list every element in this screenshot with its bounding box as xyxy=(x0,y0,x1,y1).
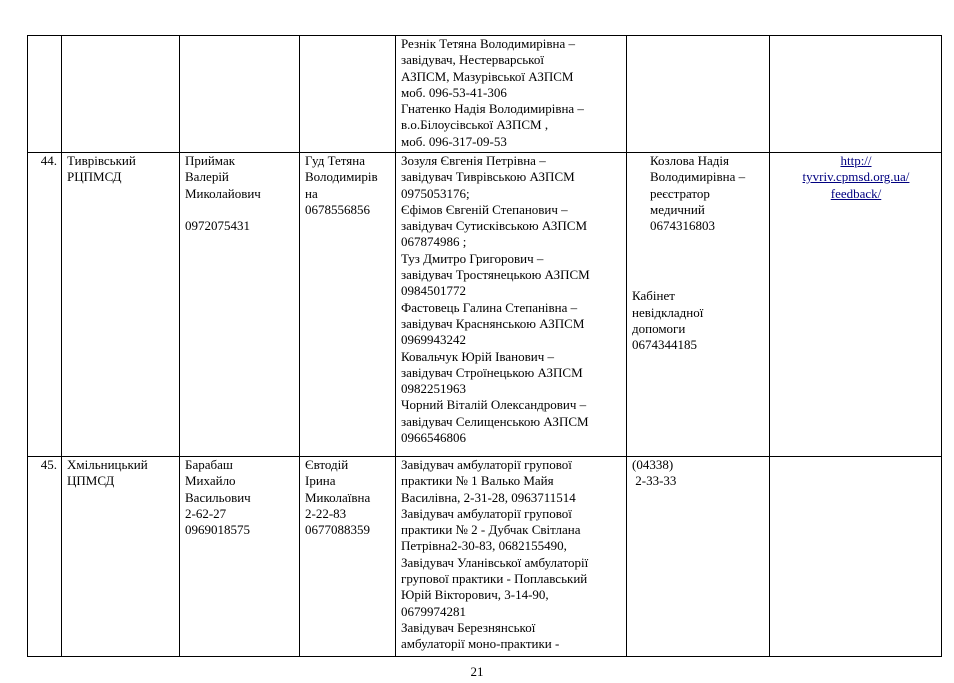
contact-line: 0674316803 xyxy=(650,218,715,234)
contact-cell xyxy=(627,153,770,457)
deputy-cell xyxy=(300,36,396,153)
heads-line: Єфімов Євгеній Степанович – xyxy=(401,201,568,217)
deputy-cell xyxy=(300,153,396,457)
institution-cell xyxy=(62,457,180,657)
heads-line: Петрівна2-30-83, 0682155490, xyxy=(401,538,567,554)
heads-line: 0679974281 xyxy=(401,603,466,619)
row-number xyxy=(28,36,62,153)
deputy-line: Ірина xyxy=(305,473,336,489)
deputy-line: Миколаївна xyxy=(305,489,371,505)
contact-line: 2-33-33 xyxy=(632,473,677,489)
director-line: Приймак xyxy=(185,153,236,168)
contacts-table xyxy=(27,35,942,657)
heads-line: Чорний Віталій Олександрович – xyxy=(401,397,587,413)
heads-line: завідувач Строїнецькою АЗПСМ xyxy=(401,364,583,380)
heads-line: Завідувач Березнянської xyxy=(401,619,536,635)
feedback-link[interactable]: tyvriv.cpmsd.org.ua/ xyxy=(802,169,910,185)
deputy-line: Євтодій xyxy=(305,457,349,472)
heads-line: Юрій Вікторович, 3-14-90, xyxy=(401,587,549,603)
heads-line: Ковальчук Юрій Іванович – xyxy=(401,348,554,364)
heads-line: групової практики - Поплавський xyxy=(401,571,588,587)
heads-line: 0975053176; xyxy=(401,185,470,201)
heads-line: Фастовець Галина Степанівна – xyxy=(401,299,578,315)
director-cell xyxy=(180,457,300,657)
heads-line: Завідувач Уланівської амбулаторії xyxy=(401,554,589,570)
director-phone: 0972075431 xyxy=(185,217,250,233)
institution-line: РЦПМСД xyxy=(67,169,122,185)
page-number: 21 xyxy=(470,664,484,679)
deputy-cell xyxy=(300,457,396,657)
emergency-line: 0674344185 xyxy=(632,337,697,353)
heads-line: амбулаторії моно-практики - xyxy=(401,636,560,652)
heads-cell xyxy=(396,153,627,457)
heads-line: завідувач Тростянецькою АЗПСМ xyxy=(401,267,590,283)
emergency-line: Кабінет xyxy=(632,288,675,304)
heads-line: завідувач Краснянською АЗПСМ xyxy=(401,315,585,331)
emergency-line: допомоги xyxy=(632,321,686,337)
heads-line: Гнатенко Надія Володимирівна – xyxy=(401,101,584,117)
director-line: Миколайович xyxy=(185,185,261,201)
heads-line: Зозуля Євгенія Петрівна – xyxy=(401,153,546,168)
institution-cell xyxy=(62,153,180,457)
deputy-line: на xyxy=(305,185,318,201)
table-row xyxy=(28,36,942,153)
institution-line: Тиврівський xyxy=(67,153,136,168)
director-cell xyxy=(180,36,300,153)
director-cell xyxy=(180,153,300,457)
heads-line: практики № 1 Валько Майя xyxy=(401,473,554,489)
heads-line: завідувач, Нестерварської xyxy=(401,52,544,68)
heads-line: Василівна, 2-31-28, 0963711514 xyxy=(401,489,576,505)
contact-line: Козлова Надія xyxy=(650,153,729,168)
heads-line: 067874986 ; xyxy=(401,234,467,250)
contact-cell xyxy=(627,457,770,657)
heads-line: завідувач Тиврівською АЗПСМ xyxy=(401,169,575,185)
heads-line: в.о.Білоусівської АЗПСМ , xyxy=(401,117,549,133)
institution-cell xyxy=(62,36,180,153)
contact-cell xyxy=(627,36,770,153)
heads-line: 0982251963 xyxy=(401,381,466,397)
institution-line: ЦПМСД xyxy=(67,473,115,489)
director-line: Васильович xyxy=(185,489,251,505)
institution-line: Хмільницький xyxy=(67,457,148,472)
deputy-line: Володимирів xyxy=(305,169,378,185)
deputy-line: 0677088359 xyxy=(305,522,370,538)
row-number: 45. xyxy=(28,457,62,657)
contact-line: Володимирівна – xyxy=(650,169,746,185)
contact-line: медичний xyxy=(650,201,705,217)
heads-line: практики № 2 - Дубчак Світлана xyxy=(401,522,581,538)
heads-line: завідувач Сутисківською АЗПСМ xyxy=(401,218,588,234)
table-row xyxy=(28,153,942,457)
heads-line: Резнік Тетяна Володимирівна – xyxy=(401,36,576,51)
deputy-line: 0678556856 xyxy=(305,201,370,217)
director-line: 0969018575 xyxy=(185,522,250,538)
heads-line: АЗПСМ, Мазурівської АЗПСМ xyxy=(401,68,574,84)
deputy-line: Гуд Тетяна xyxy=(305,153,365,168)
contact-line: (04338) xyxy=(632,457,674,472)
row-number: 44. xyxy=(28,153,62,457)
heads-line: 0966546806 xyxy=(401,430,466,446)
heads-line: моб. 096-317-09-53 xyxy=(401,133,507,149)
heads-line: Завідувач амбулаторії групової xyxy=(401,457,572,472)
link-cell xyxy=(770,457,942,657)
heads-line: моб. 096-53-41-306 xyxy=(401,84,507,100)
contact-line: реєстратор xyxy=(650,185,710,201)
director-line: Михайло xyxy=(185,473,236,489)
deputy-line: 2-22-83 xyxy=(305,505,347,521)
link-cell xyxy=(770,153,942,457)
heads-line: 0984501772 xyxy=(401,283,466,299)
heads-line: Завідувач амбулаторії групової xyxy=(401,505,572,521)
feedback-link[interactable]: http:// xyxy=(840,153,872,168)
table-row xyxy=(28,457,942,657)
heads-cell xyxy=(396,457,627,657)
heads-line: Туз Дмитро Григорович – xyxy=(401,250,544,266)
director-line: Барабаш xyxy=(185,457,233,472)
feedback-link[interactable]: feedback/ xyxy=(830,185,882,201)
heads-cell xyxy=(396,36,627,153)
heads-line: завідувач Селищенською АЗПСМ xyxy=(401,413,589,429)
heads-line: 0969943242 xyxy=(401,332,466,348)
link-cell xyxy=(770,36,942,153)
director-line: Валерій xyxy=(185,169,229,185)
emergency-line: невідкладної xyxy=(632,304,704,320)
director-line: 2-62-27 xyxy=(185,505,227,521)
